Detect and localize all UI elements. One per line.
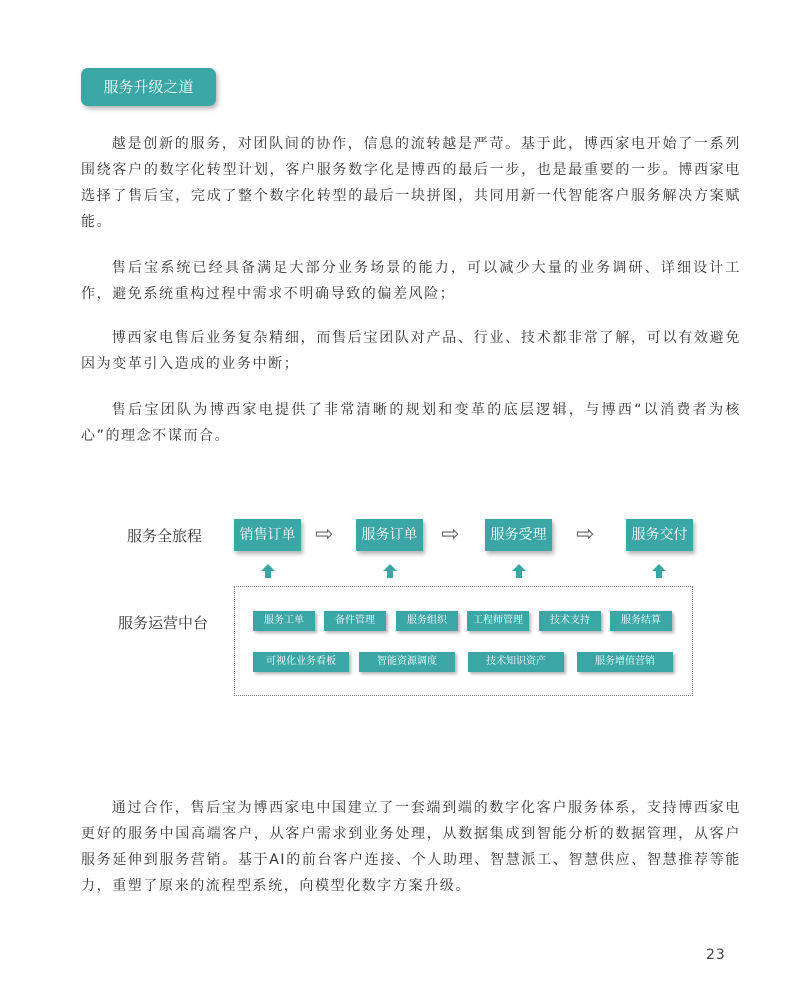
up-arrow-icon [382, 563, 398, 579]
section-title-tag: 服务升级之道 [81, 68, 216, 106]
capability-chip: 服务增值营销 [577, 652, 673, 672]
capability-chip: 备件管理 [324, 611, 386, 631]
capability-chip: 技术支持 [539, 611, 601, 631]
capability-chip: 服务工单 [253, 611, 315, 631]
capability-chip: 工程师管理 [467, 611, 529, 631]
stage-service-order: 服务订单 [356, 519, 423, 551]
capability-chip: 技术知识资产 [468, 652, 564, 672]
up-arrow-icon [651, 563, 667, 579]
paragraph-expertise: 博西家电售后业务复杂精细，而售后宝团队对产品、行业、技术都非常了解，可以有效避免因为变革引入造成的业务中断； [81, 330, 741, 372]
paragraph-capability: 售后宝系统已经具备满足大部分业务场景的能力，可以减少大量的业务调研、详细设计工作，避免系统重构过程中需求不明确导致的偏差风险； [81, 260, 741, 302]
page-number: 23 [706, 947, 726, 963]
paragraph-intro: 越是创新的服务，对团队间的协作，信息的流转越是严苛。基于此，博西家电开始了一系列围绕客户的数字化转型计划，客户服务数字化是博西的最后一步，也是最重要的一步。博西家电选择了售后宝，完成了整个数字化转型的最后一块拼图，共同用新一代智能客户服务解决方案赋能。 [81, 136, 741, 230]
capability-chip: 智能资源调度 [359, 652, 455, 672]
stage-service-acceptance: 服务受理 [485, 519, 552, 551]
up-arrow-icon [511, 563, 527, 579]
stage-service-delivery: 服务交付 [626, 519, 693, 551]
platform-label: 服务运营中台 [118, 614, 209, 632]
paragraph-philosophy: 售后宝团队为博西家电提供了非常清晰的规划和变革的底层逻辑，与博西“以消费者为核心”的理念不谋而合。 [81, 402, 741, 444]
journey-label: 服务全旅程 [127, 527, 203, 545]
right-arrow-icon: ⇨ [315, 522, 334, 547]
stage-sales-order: 销售订单 [234, 519, 301, 551]
capability-chip: 服务结算 [610, 611, 672, 631]
right-arrow-icon: ⇨ [576, 522, 595, 547]
paragraph-conclusion: 通过合作，售后宝为博西家电中国建立了一套端到端的数字化客户服务体系，支持博西家电更好的服务中国高端客户，从客户需求到业务处理，从数据集成到智能分析的数据管理，从客户服务延伸到服务营销。基于AI的前台客户连接、个人助理、智慧派工、智慧供应、智慧推荐等能力，重塑了原来的流程型系统，向模型化数字方案升级。 [81, 800, 741, 894]
capability-chip: 可视化业务看板 [253, 652, 349, 672]
capability-chip: 服务组织 [396, 611, 458, 631]
right-arrow-icon: ⇨ [441, 522, 460, 547]
up-arrow-icon [260, 563, 276, 579]
platform-container [234, 586, 693, 696]
